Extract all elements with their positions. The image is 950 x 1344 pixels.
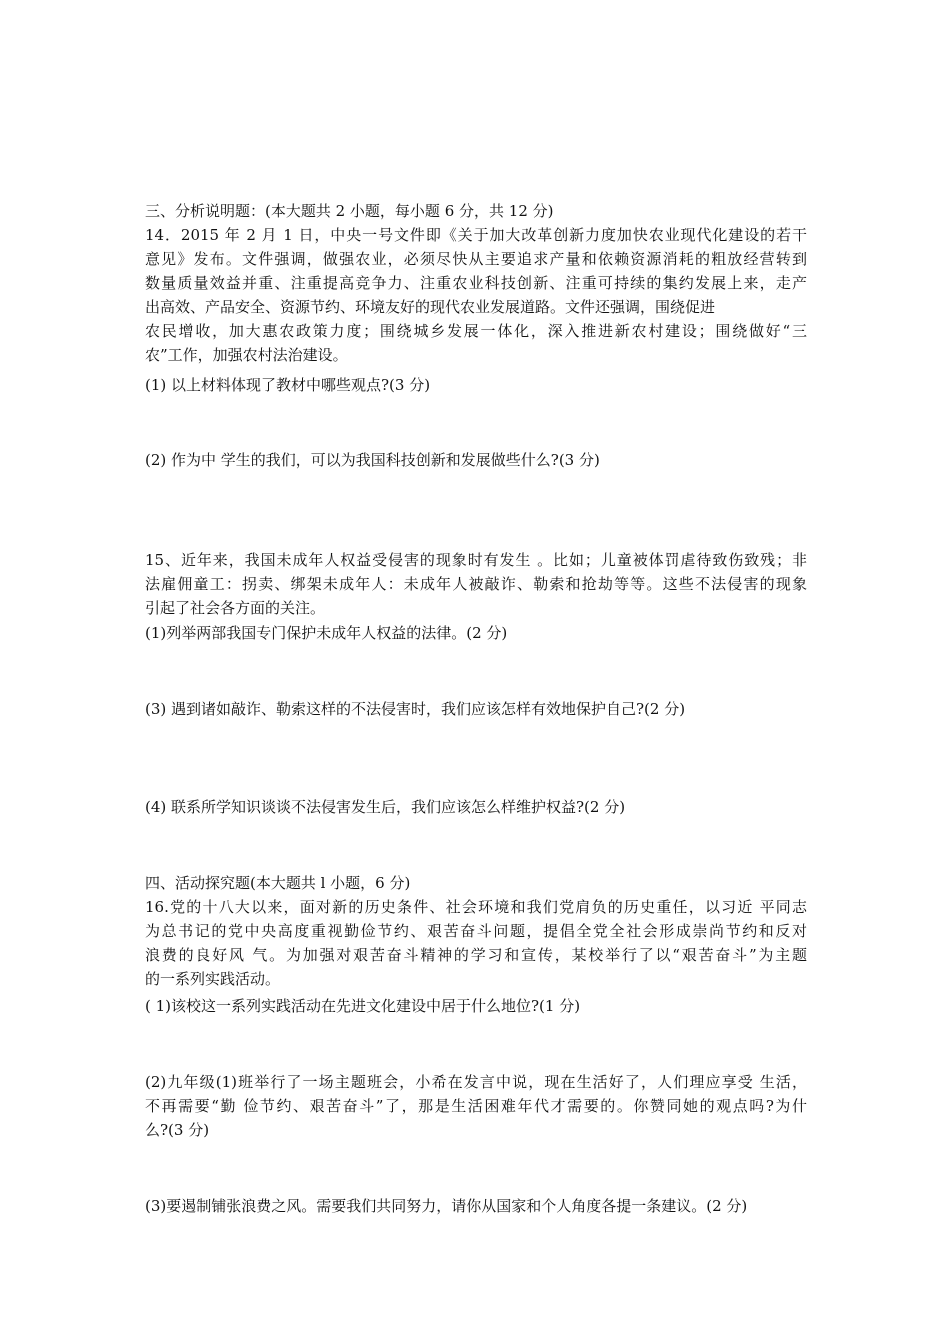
q16-sub1: ( 1)该校这一系列实践活动在先进文化建设中居于什么地位?(1 分) [145,997,581,1015]
q14-line-4: 出高效、产品安全、资源节约、环境友好的现代农业发展道路。文件还强调，围绕促进 [145,298,716,316]
q14-line-1: 14．2015 年 2 月 1 日，中央一号文件即《关于加大改革创新力度加快农业现代化建设的若干 [145,226,807,244]
section4-heading: 四、活动探究题(本大题共 l 小题，6 分) [145,874,411,892]
q16-line-1: 16.党的十八大以来，面对新的历史条件、社会环境和我们党肩负的历史重任，以习近 平同志 [145,898,807,916]
q16-sub3: (3)要遏制铺张浪费之风。需要我们共同努力，请你从国家和个人角度各提一条建议。(2 分) [145,1197,748,1215]
q16-line-2: 为总书记的党中央高度重视勤俭节约、艰苦奋斗问题，提倡全党全社会形成崇尚节约和反对 [145,922,807,940]
q15-sub4: (4) 联系所学知识谈谈不法侵害发生后，我们应该怎么样维护权益?(2 分) [145,798,626,816]
q16-sub2-line-3: 么?(3 分) [145,1121,210,1139]
q14-line-3: 数量质量效益并重、注重提高竞争力、注重农业科技创新、注重可持续的集约发展上来，走产 [145,274,807,292]
q15-line-1: 15、近年来，我国未成年人权益受侵害的现象时有发生 。比如；儿童被体罚虐待致伤致残；非 [145,551,807,569]
q16-line-4: 的一系列实践活动。 [145,970,281,988]
q15-sub3: (3) 遇到诸如敲诈、勒索这样的不法侵害时，我们应该怎样有效地保护自己?(2 分) [145,700,686,718]
q14-line-2: 意见》发布。文件强调，做强农业，必须尽快从主要追求产量和依赖资源消耗的粗放经营转到 [145,250,807,268]
q15-line-3: 引起了社会各方面的关注。 [145,599,326,617]
q14-line-6: 农”工作，加强农村法治建设。 [145,346,348,364]
q15-sub1: (1)列举两部我国专门保护未成年人权益的法律。(2 分) [145,624,508,642]
q16-sub2-line-1: (2)九年级(1)班举行了一场主题班会，小希在发言中说，现在生活好了，人们理应享受 生活， [145,1073,807,1091]
q14-sub2: (2) 作为中 学生的我们，可以为我国科技创新和发展做些什么?(3 分) [145,451,600,469]
q14-line-5: 农民增收，加大惠农政策力度；围绕城乡发展一体化，深入推进新农村建设；围绕做好“三 [145,322,807,340]
section3-heading: 三、分析说明题：(本大题共 2 小题，每小题 6 分，共 12 分) [145,202,554,220]
q16-sub2-line-2: 不再需要“勤 俭节约、艰苦奋斗”了，那是生活困难年代才需要的。你赞同她的观点吗?为什 [145,1097,807,1115]
q15-line-2: 法雇佣童工：拐卖、绑架未成年人：未成年人被敲诈、勒索和抢劫等等。这些不法侵害的现象 [145,575,807,593]
q16-line-3: 浪费的良好风 气。为加强对艰苦奋斗精神的学习和宣传，某校举行了以“艰苦奋斗”为主题 [145,946,807,964]
q14-sub1: (1) 以上材料体现了教材中哪些观点?(3 分) [145,376,431,394]
